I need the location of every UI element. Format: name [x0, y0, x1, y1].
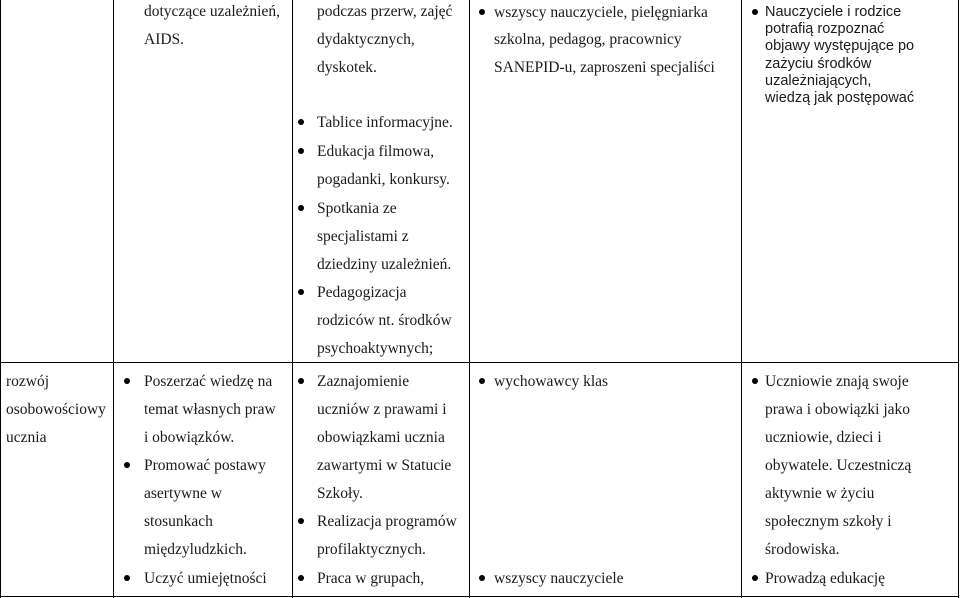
cell-text: objawy występujące po: [765, 38, 915, 54]
cell-text: zawartymi w Statucie: [317, 457, 452, 474]
cell-text: dydaktycznych,: [317, 31, 415, 48]
cell-text: szkolna, pedagog, pracownicy: [494, 31, 682, 48]
cell-text: Spotkania ze: [317, 200, 397, 217]
cell-text: dziedziny uzależnień.: [317, 256, 452, 273]
cell-text: rodziców nt. środków: [317, 312, 452, 329]
cell-text: stosunkach: [144, 513, 213, 530]
grid-line: [0, 362, 959, 363]
cell-text: wiedzą jak postępować: [765, 90, 915, 106]
cell-text: społecznym szkoły i: [765, 513, 892, 530]
grid-line: [292, 0, 293, 598]
cell-text: i obowiązków.: [144, 429, 235, 446]
cell-text: uzależniających,: [765, 73, 872, 89]
bullet-icon: [298, 289, 304, 295]
cell-text: wychowawcy klas: [494, 373, 609, 390]
bullet-icon: [479, 378, 485, 384]
bullet-icon: [479, 9, 485, 15]
bullet-icon: [298, 575, 304, 581]
cell-text: aktywnie w życiu: [765, 485, 875, 502]
bullet-icon: [124, 378, 130, 384]
bullet-icon: [752, 9, 758, 15]
cell-text: Tablice informacyjne.: [317, 114, 453, 131]
bullet-icon: [298, 148, 304, 154]
grid-line: [958, 0, 959, 598]
cell-text: Poszerzać wiedzę na: [144, 373, 273, 390]
cell-text: ucznia: [6, 429, 47, 446]
cell-text: psychoaktywnych;: [317, 340, 434, 357]
cell-text: środowiska.: [765, 541, 840, 558]
bullet-icon: [298, 378, 304, 384]
cell-text: dotyczące uzależnień,: [144, 3, 280, 20]
bullet-icon: [479, 575, 485, 581]
cell-text: rozwój: [6, 373, 50, 390]
cell-text: Zaznajomienie: [317, 373, 410, 390]
grid-line: [469, 0, 470, 598]
bullet-icon: [752, 378, 758, 384]
bullet-icon: [298, 119, 304, 125]
cell-text: dyskotek.: [317, 59, 377, 76]
cell-text: uczniów z prawami i: [317, 401, 447, 418]
cell-text: pogadanki, konkursy.: [317, 171, 450, 188]
grid-line: [113, 0, 114, 598]
cell-text: podczas przerw, zajęć: [317, 3, 453, 20]
cell-text: temat własnych praw: [144, 401, 276, 418]
cell-text: Pedagogizacja: [317, 284, 407, 301]
cell-text: Promować postawy: [144, 457, 266, 474]
cell-text: uczniowie, dzieci i: [765, 429, 882, 446]
cell-text: obywatele. Uczestniczą: [765, 457, 912, 474]
cell-text: międzyludzkich.: [144, 541, 247, 558]
cell-text: wszyscy nauczyciele, pielęgniarka: [494, 4, 708, 21]
bullet-icon: [298, 518, 304, 524]
grid-line: [0, 596, 959, 597]
cell-text: Uczniowie znają swoje: [765, 373, 909, 390]
grid-line: [0, 0, 1, 598]
cell-text: Uczyć umiejętności: [144, 570, 267, 587]
cell-text: SANEPID-u, zaproszeni specjaliści: [494, 59, 715, 76]
cell-text: Nauczyciele i rodzice: [765, 4, 902, 20]
cell-text: prawa i obowiązki jako: [765, 401, 911, 418]
cell-text: Praca w grupach,: [317, 570, 425, 587]
grid-line: [741, 0, 742, 598]
bullet-icon: [752, 575, 758, 581]
cell-text: Realizacja programów: [317, 513, 457, 530]
bullet-icon: [124, 462, 130, 468]
cell-text: osobowościowy: [6, 401, 106, 418]
cell-text: potrafią rozpoznać: [765, 21, 885, 37]
cell-text: profilaktycznych.: [317, 541, 426, 558]
cell-text: Edukacja filmowa,: [317, 143, 435, 160]
cell-text: specjalistami z: [317, 228, 409, 245]
cell-text: zażyciu środków: [765, 56, 872, 72]
bullet-icon: [124, 575, 130, 581]
cell-text: Prowadzą edukację: [765, 570, 886, 587]
cell-text: Szkoły.: [317, 485, 363, 502]
cell-text: obowiązkami ucznia: [317, 429, 445, 446]
cell-text: asertywne w: [144, 485, 222, 502]
cell-text: AIDS.: [144, 31, 185, 48]
bullet-icon: [298, 205, 304, 211]
cell-text: wszyscy nauczyciele: [494, 570, 624, 587]
